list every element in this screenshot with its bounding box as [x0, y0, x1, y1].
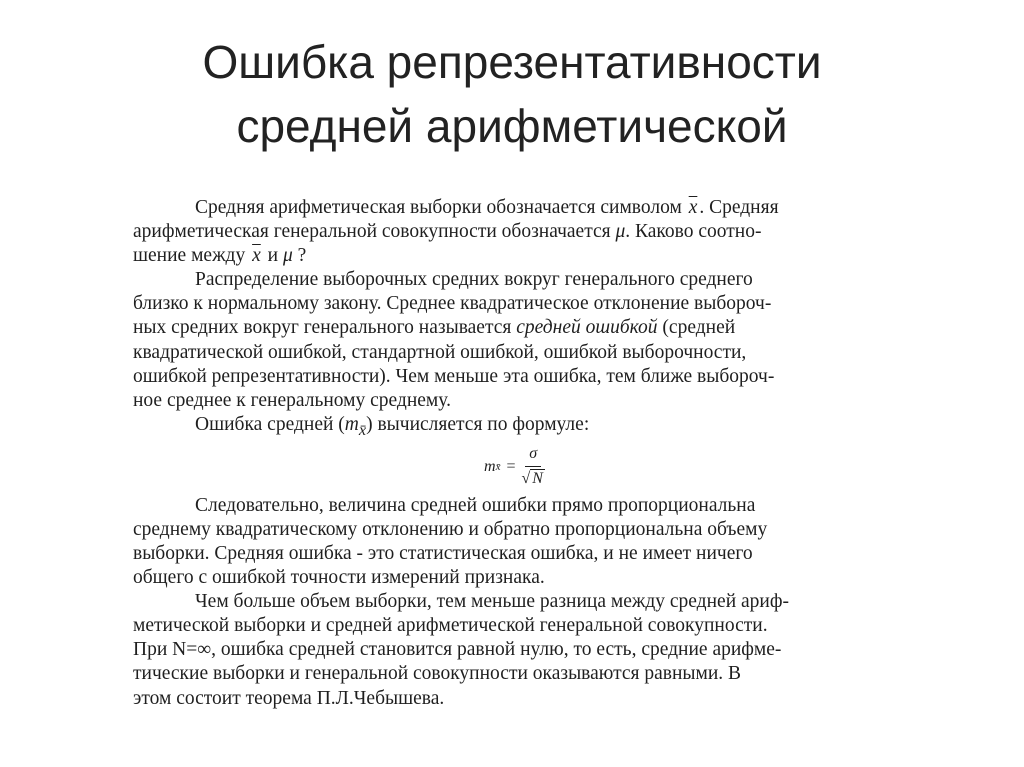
paragraph-2-line-6: ное среднее к генеральному среднему. [133, 389, 451, 411]
formula-numerator-sigma: σ [525, 442, 541, 467]
text-span: и [267, 245, 279, 267]
x-bar-symbol: $\overline{x}$ [252, 245, 261, 267]
paragraph-2 [133, 268, 896, 413]
title-line-1: Ошибка репрезентативности [202, 36, 822, 88]
root-symbol: √ [521, 470, 531, 488]
text-span: Ошибка средней ( [195, 413, 345, 435]
paragraph-3-line-1 [133, 413, 896, 442]
formula-equals: = [506, 457, 516, 475]
text-span: . Каково соотно- [625, 221, 762, 243]
paragraph-2-line-5: ошибкой репрезентативности). Чем меньше эта ошибка, тем ближе выбороч- [133, 365, 775, 387]
paragraph-3 [133, 413, 896, 442]
formula-m: m [484, 457, 496, 475]
x-subscript: x̄ [358, 420, 367, 439]
standard-error-formula [133, 444, 896, 490]
text-span: ных средних вокруг генерального называется [133, 317, 512, 339]
text-span: Средняя арифметическая выборки обозначается символом [195, 197, 682, 218]
formula-subscript: x̄ [495, 460, 501, 473]
emphasis-term: средней ошибкой [516, 317, 658, 339]
paragraph-1-line-1 [133, 196, 896, 220]
paragraph-2-line-3 [133, 316, 896, 340]
paragraph-5-line-2: метической выборки и средней арифметической генеральной совокупности. [133, 615, 768, 637]
formula-fraction [522, 442, 545, 491]
m-x-symbol: m [344, 413, 359, 435]
text-span: . Средняя [699, 197, 779, 218]
paragraph-2-line-2: близко к нормальному закону. Среднее квадратическое отклонение выбороч- [133, 293, 772, 315]
text-span: ) вычисляется по формуле: [366, 413, 590, 435]
paragraph-1-line-3 [133, 244, 896, 268]
text-span: (средней [662, 317, 736, 339]
paragraph-4-line-4: общего с ошибкой точности измерений признака. [133, 567, 545, 589]
paragraph-4 [133, 494, 896, 590]
mu-symbol: μ [615, 221, 626, 243]
paragraph-1-line-2 [133, 220, 896, 244]
text-span: шение между [133, 245, 246, 267]
text-span: арифметическая генеральной совокупности обозначается [133, 221, 611, 243]
paragraph-2-line-4: квадратической ошибкой, стандартной ошибкой, ошибкой выборочности, [133, 341, 747, 363]
paragraph-5-line-5: этом состоит теорема П.Л.Чебышева. [133, 687, 445, 709]
text-span: ? [297, 245, 307, 267]
title-line-2: средней арифметической [236, 100, 788, 152]
x-bar-symbol: $\overline{x}$ [688, 197, 698, 218]
paragraph-4-line-3: выборки. Средняя ошибка - это статистическая ошибка, и не имеет ничего [133, 543, 753, 565]
paragraph-1 [133, 196, 896, 268]
paragraph-2-line-1: Распределение выборочных средних вокруг генерального среднего [195, 269, 753, 291]
document-body [133, 196, 896, 711]
paragraph-5 [133, 590, 896, 710]
formula-denominator [522, 467, 545, 491]
paragraph-4-line-1: Следовательно, величина средней ошибки прямо пропорциональна [195, 494, 756, 516]
paragraph-4-line-2: среднему квадратическому отклонению и обратно пропорциональна объему [133, 518, 768, 540]
paragraph-5-line-1: Чем больше объем выборки, тем меньше разница между средней ариф- [195, 591, 789, 613]
paragraph-5-line-3: При N=∞, ошибка средней становится равной нулю, то есть, средние арифме- [133, 639, 782, 661]
paragraph-5-line-4: тические выборки и генеральной совокупности оказываются равными. В [133, 663, 742, 685]
mu-symbol: μ [282, 245, 293, 267]
formula-n: N [532, 470, 543, 488]
slide-title [0, 30, 1024, 158]
